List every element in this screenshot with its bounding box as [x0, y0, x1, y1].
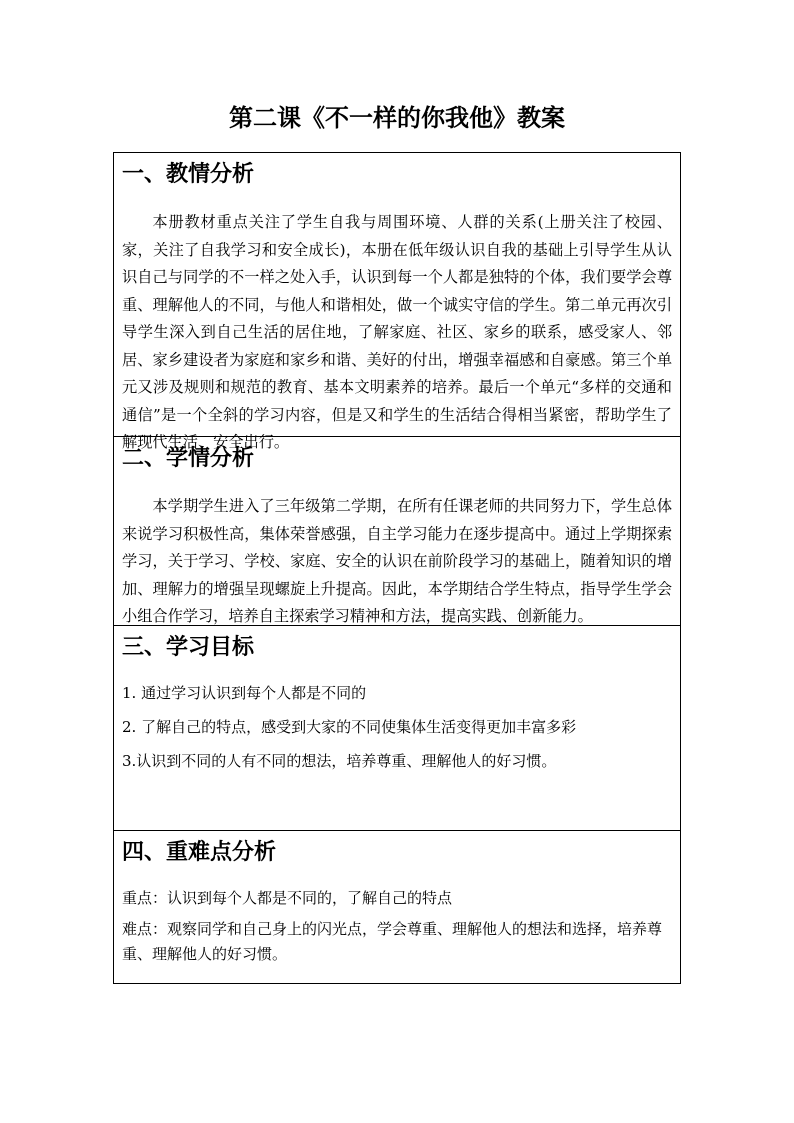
section-teaching-analysis — [114, 153, 680, 451]
objective-item: 1. 通过学习认识到每个人都是不同的 — [122, 684, 367, 702]
section-body: 本学期学生进入了三年级第二学期，在所有任课老师的共同努力下，学生总体来说学习积极性高，集体荣誉感强，自主学习能力在逐步提高中。通过上学期探索学习，关于学习、学校、家庭、安全的认识在前阶段学习的基础上，随着知识的增加、理解力的增强呈现螺旋上升提高。因此，本学期结合学生特点，指导学生学会小组合作学习，培养自主探索学习精神和方法，提高实践、创新能力。 — [122, 497, 672, 625]
section-heading: 四、重难点分析 — [122, 840, 277, 865]
section-key-difficult-points — [114, 831, 680, 983]
key-points-list — [122, 868, 672, 967]
difficult-point-item: 难点：观察同学和自己身上的闪光点，学会尊重、理解他人的想法和选择，培养尊重、理解他人的好习惯。 — [122, 920, 663, 963]
section-heading: 三、学习目标 — [122, 635, 255, 660]
objective-item: 2. 了解自己的特点，感受到大家的不同使集体生活变得更加丰富多彩 — [122, 718, 577, 736]
objective-list — [122, 663, 672, 771]
lesson-plan-table — [113, 152, 681, 984]
section-learning-objectives — [114, 626, 680, 831]
section-heading: 一、教情分析 — [122, 162, 255, 187]
document-title: 第二课《不一样的你我他》教案 — [229, 103, 565, 132]
section-heading: 二、学情分析 — [122, 446, 255, 471]
key-point-item: 重点：认识到每个人都是不同的，了解自己的特点 — [122, 889, 453, 907]
section-student-analysis — [114, 437, 680, 626]
section-body: 本册教材重点关注了学生自我与周围环境、人群的关系(上册关注了校园、家，关注了自我学习和安全成长)，本册在低年级认识自我的基础上引导学生从认识自己与同学的不一样之处入手，认识到每一个人都是独特的个体，我们要学会尊重、理解他人的不同，与他人和谐相处，做一个诚实守信的学生。第二单元再次引导学生深入到自己生活的居住地，了解家庭、社区、家乡的联系，感受家人、邻居、家乡建设者为家庭和家乡和谐、美好的付出，增强幸福感和自豪感。第三个单元又涉及规则和规范的教育、基本文明素养的培养。最后一个单元“多样的交通和通信”是一个全斜的学习内容，但是又和学生的生活结合得相当紧密，帮助学生了解现代生活、安全出行。 — [122, 213, 672, 451]
objective-item: 3.认识到不同的人有不同的想法，培养尊重、理解他人的好习惯。 — [122, 752, 557, 770]
